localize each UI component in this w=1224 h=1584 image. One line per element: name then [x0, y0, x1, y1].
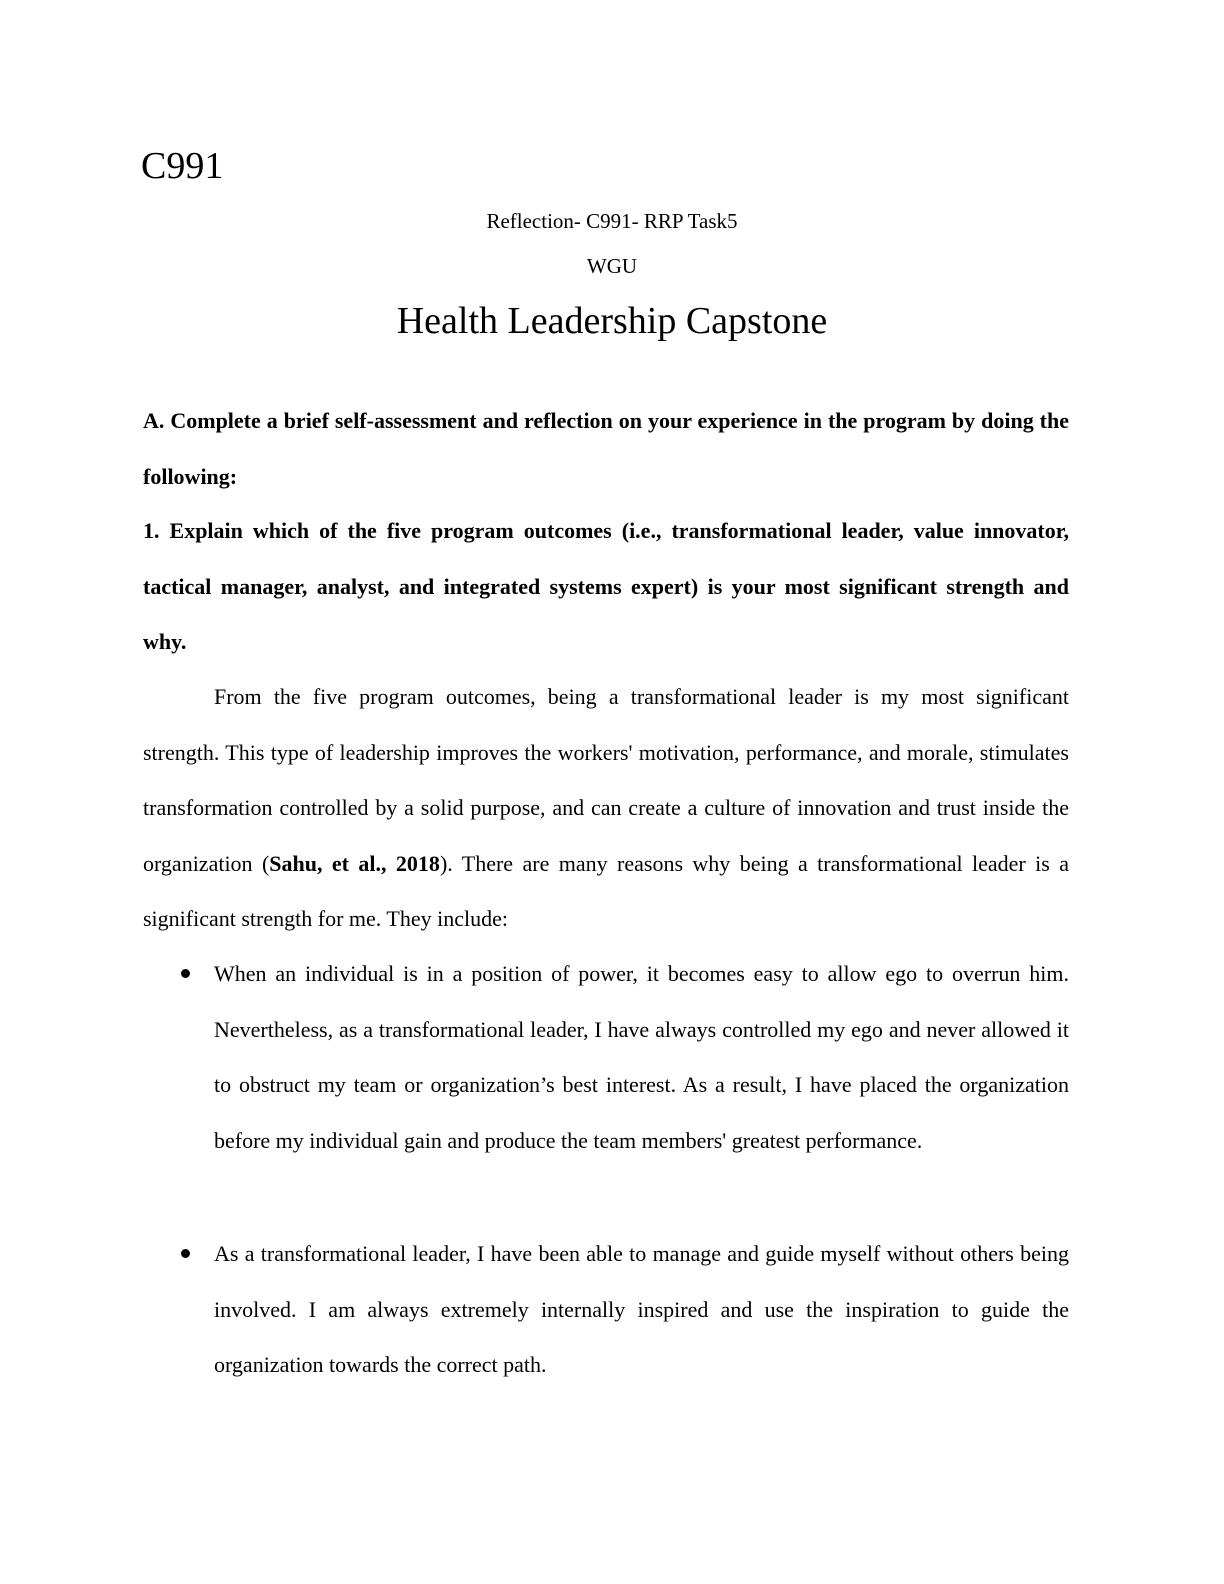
bullet-icon: [181, 969, 190, 978]
question-a: A. Complete a brief self-assessment and reflection on your experience in the program by doing the following:: [143, 408, 1069, 489]
bullet-list-item: [143, 1226, 1069, 1393]
bullet-text: As a transformational leader, I have been able to manage and guide myself without others being involved. I am always extremely internally inspired and use the inspiration to guide the organization towards the correct path.: [214, 1241, 1069, 1377]
bullet-icon: [181, 1249, 190, 1258]
course-code-header: C991: [141, 145, 224, 187]
bullet-list-item: [143, 946, 1069, 1168]
answer-text-part-1: From the five program outcomes, being a transformational leader is my most significant strength. This type of leadership improves the workers' motivation, performance, and morale, stimulates transformation controlled by a solid purpose, and can create a culture of innovation and trust inside the organization (: [143, 684, 1069, 876]
citation: Sahu, et al., 2018: [269, 850, 440, 876]
document-title: Health Leadership Capstone: [396, 300, 828, 342]
answer-text-part-2: ). There are many reasons why being a transformational leader is a significant strength for me. They include:: [143, 850, 1069, 931]
bullet-text: When an individual is in a position of power, it becomes easy to allow ego to overrun him. Nevertheless, as a transformational leader, I have always controlled my ego and never allowed it to obstruct my team or organization’s best interest. As a result, I have placed the organization before my individual gain and produce the team members' greatest performance.: [214, 961, 1069, 1153]
institution-name: WGU: [586, 254, 638, 278]
document-subtitle: Reflection- C991- RRP Task5: [486, 209, 738, 233]
question-1: 1. Explain which of the five program outcomes (i.e., transformational leader, value innovator, tactical manager, analyst, and integrated systems expert) is your most significant strength and why.: [143, 518, 1069, 654]
answer-paragraph: [143, 669, 1069, 947]
